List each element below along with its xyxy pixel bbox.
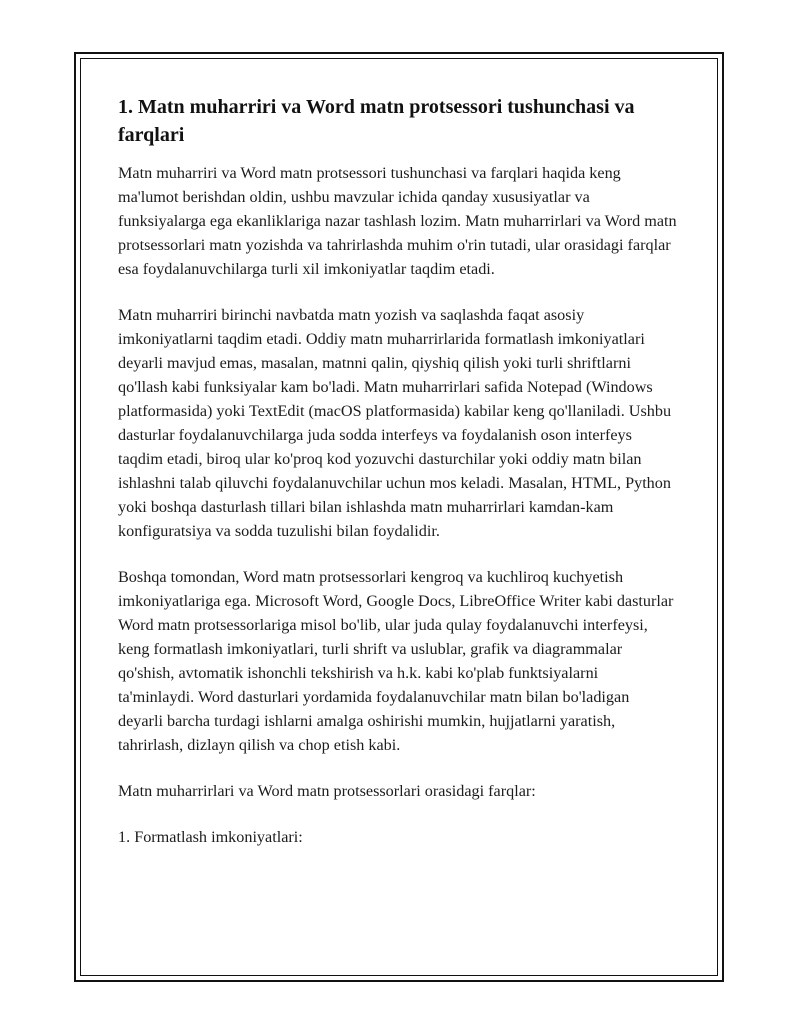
paragraph-text-editor: Matn muharriri birinchi navbatda matn yozish va saqlashda faqat asosiy imkoniyatlarni taqdim etadi. Oddiy matn muharrirlarida formatlash imkoniyatlari deyarli mavjud emas, masalan, matnni qalin, qiyshiq qilish yoki turli shriftlarni qo'llash kabi funksiyalar kam bo'ladi. Matn muharrirlari safida Notepad (Windows platformasida) yoki TextEdit (macOS platformasida) kabilar keng qo'llaniladi. Ushbu dasturlar foydalanuvchilarga juda sodda interfeys va foydalanish oson interfeys taqdim etadi, biroq ular ko'proq kod yozuvchi dasturchilar yoki oddiy matn bilan ishlashni talab qiluvchi foydalanuvchilar uchun mos keladi. Masalan, HTML, Python yoki boshqa dasturlash tillari bilan ishlashda matn muharrirlari kamdan-kam konfiguratsiya va sodda tuzulishi bilan foydalidir. (118, 306, 672, 540)
paragraph-intro: Matn muharriri va Word matn protsessori tushunchasi va farqlari haqida keng ma'lumot berishdan oldin, ushbu mavzular ichida qanday xususiyatlar va funksiyalarga ega ekanliklariga nazar tashlash lozim. Matn muharrirlari va Word matn protsessorlari matn yozishda va tahrirlashda muhim o'rin tutadi, ular orasidagi farqlar esa foydalanuvchilarga turli xil imkoniyatlar taqdim etadi. (118, 164, 677, 278)
list-item-formatting: 1. Formatlash imkoniyatlari: (118, 828, 303, 846)
paragraph-differences-intro: Matn muharrirlari va Word matn protsessorlari orasidagi farqlar: (118, 782, 536, 800)
paragraph-word-processor: Boshqa tomondan, Word matn protsessorlari kengroq va kuchliroq kuchyetish imkoniyatlariga ega. Microsoft Word, Google Docs, LibreOffice Writer kabi dasturlar Word matn protsessorlariga misol bo'lib, ular juda qulay foydalanuvchi interfeysi, keng formatlash imkoniyatlari, turli shrift va uslublar, grafik va diagrammalar qo'shish, avtomatik ishonchli tekshirish va h.k. kabi ko'plab funktsiyalarni ta'minlaydi. Word dasturlari yordamida foydalanuvchilar matn bilan bo'ladigan deyarli barcha turdagi ishlarni amalga oshirishi mumkin, hujjatlarni yaratish, tahrirlash, dizlayn qilish va chop etish kabi. (118, 568, 674, 754)
document-body (118, 93, 678, 871)
section-heading: 1. Matn muharriri va Word matn protsessori tushunchasi va farqlari (118, 96, 635, 146)
